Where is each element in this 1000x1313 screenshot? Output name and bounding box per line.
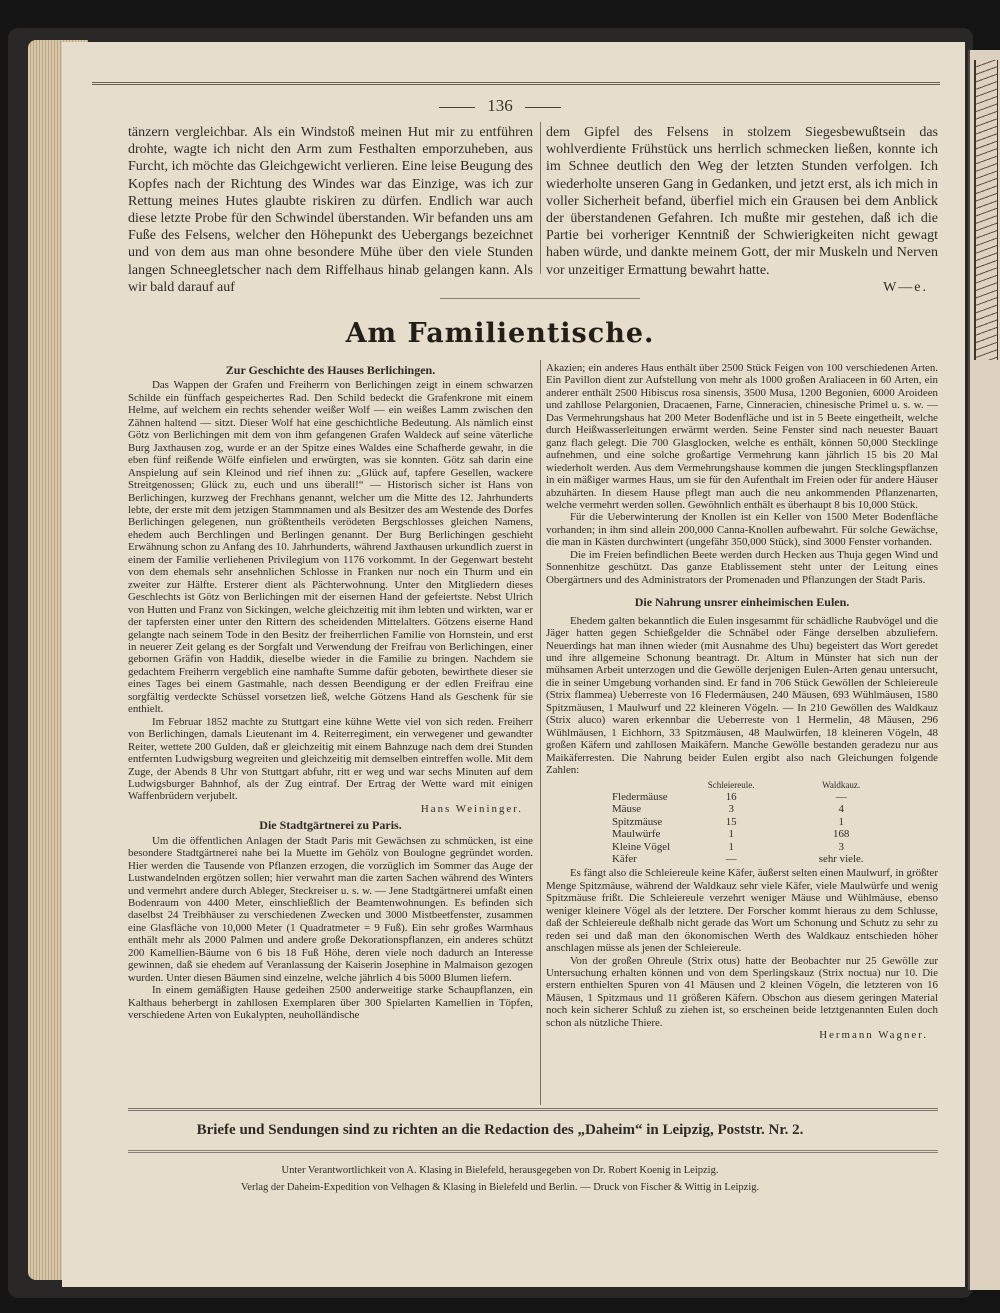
table-row: Spitzmäuse 15 1 [612, 815, 844, 828]
paragraph: Es fängt also die Schleiereule keine Käfer, äußerst selten einen Maulwurf, in größter Menge Spitzmäuse, während der Waldkauz sehr viele Käfer, viele Maulwürfe und wenig Spitzmäuse frißt. Die Schleiereule verzehrt weniger Mäuse und Wühlmäuse, ebenso weniger kleinere Vögel als der letztere. Der Forscher kommt hieraus zu dem Schlusse, daß der Schleiereule deßhalb nicht gerade das Wort um Schonung und Schutz zu sehr zu reden sei und daß man den ökonomischen Werth des Waldkauz entschieden höher anschlagen müsse als jenen der Schleiereule. [546, 867, 938, 955]
section-title: Am Familientische. [345, 318, 655, 349]
paragraph: Die im Freien befindlichen Beete werden durch Hecken aus Thuja gegen Wind und Sonnenhitze geschützt. Das ganze Etablissement steht unter der Leitung eines Obergärtners und des Administrators der Promenaden und Pflanzungen der Stadt Paris. [546, 548, 938, 586]
left-column [128, 362, 533, 1102]
divider [440, 298, 640, 299]
top-border-rule [92, 82, 940, 85]
top-right-column [546, 124, 938, 296]
author-signature: W—e. [883, 279, 928, 295]
divider [128, 1108, 938, 1111]
paragraph: In einem gemäßigten Hause gedeihen 2500 anderweitige starke Schaupflanzen, ein Kalthaus beherbergt in zahllosen Exemplaren über 300 Spielarten Kamellien in Töpfen, verschiedene Arten von Eukalypten, neuholländische [128, 984, 533, 1022]
article-title: Zur Geschichte des Hauses Berlichingen. [225, 363, 436, 377]
right-column [546, 362, 938, 1107]
article-author: Hans Weininger. [420, 802, 523, 815]
owl-diet-table: Schleiereule. Waldkauz. Fledermäuse 16 — Mäuse 3 4 Spitzmäuse 15 1 Maulwürfe 1 168 Kleine Vögel 1 3 Käfer — sehr viele. [606, 779, 896, 866]
body-text: dem Gipfel des Felsens in stolzem Siegesbewußtsein das wohlverdiente Frühstück uns herrlich schmecken ließen, konnte ich im Schnee deutlich den Weg der letzten Stunden verfolgen. Ich wiederholte unseren Gang in Gedanken, und jetzt erst, als ich mich in voller Sicherheit befand, überfiel mich ein Grausen bei dem Anblick der überstandenen Gefahren. Ich mußte mir gestehen, daß ich die Partie bei vorheriger Kenntniß der Schwierigkeiten nicht gewagt haben würde, und dankte meinem Gott, der mir Muskeln und Nerven vor unzeitiger Ermattung bewahrt hatte. [546, 125, 938, 278]
article-title: Die Nahrung unsrer einheimischen Eulen. [634, 595, 850, 610]
article-author: Hermann Wagner. [819, 1029, 928, 1042]
paragraph: Für die Ueberwinterung der Knollen ist ein Keller von 1500 Meter Bodenfläche vorhanden; in ihm sind allein 200,000 Canna-Knollen aufbewahrt. Für solche Gewächse, die man in Kästen durchwintert (ungefähr 350,000 Stück), sind 3000 Fenster vorhanden. [546, 511, 938, 549]
body-text: tänzern vergleichbar. Als ein Windstoß meinen Hut mir zu entführen drohte, wagte ich nicht den Arm zum Festhalten emporzuheben, aus Furcht, ich möchte das Gleichgewicht verlieren. Eine leise Beugung des Kopfes nach der Richtung des Windes war das Einzige, was ich zur Rettung meines Hutes glaubte riskiren zu dürfen. Endlich war auch diese letzte Probe für den Schwindel überstanden. Wir befanden uns am Fuße des Felsens, welcher den Höhepunkt des Uebergangs bezeichnet und von dem aus man ohne besondere Mühe über den viele Stunden langen Schneegletscher nach dem Riffelhaus hinab gelangen kann. Als wir bald darauf auf [128, 125, 533, 295]
imprint: Unter Verantwortlichkeit von A. Klasing in Bielefeld, herausgegeben von Dr. Robert Koenig in Leipzig. Verlag der Daheim-Expedition von Velhagen & Klasing in Bielefeld und Berlin. — Druck von Fischer & Wittig in Leipzig. [240, 1165, 760, 1193]
top-left-column [128, 124, 533, 296]
column-divider [540, 360, 541, 1105]
adjacent-page [968, 50, 1000, 1290]
paragraph: Von der großen Ohreule (Strix otus) hatte der Beobachter nur 25 Gewölle zur Untersuchung erhalten können und von dem Sperlingskauz (Strix noctua) nur 10. Die erstern enthielten Spuren von 41 Mäusen und 2 kleinen Vögeln, die letzteren von 16 Mäusen, 1 Spitzmaus und 11 größeren Käfern. Obschon aus diesem geringen Material noch kein sicherer Schluß zu ziehen ist, so erscheinen beide letztgenannten Eulen doch schon als nützliche Thiere. [546, 954, 938, 1029]
table-row: Mäuse 3 4 [612, 803, 844, 816]
column-divider [540, 122, 541, 274]
editorial-notice: Briefe und Sendungen sind zu richten an die Redaction des „Daheim“ in Leipzig, Poststr. Nr. 2. [196, 1122, 804, 1138]
paragraph: Das Wappen der Grafen und Freiherrn von Berlichingen zeigt in einem schwarzen Schilde ein fünffach gespeichertes Rad. Den Schild bedeckt die Grafenkrone mit einem Helme, auf welchem ein rechts sehender weißer Wolf — ein weißes Lamm zwischen den Zähnen haltend — sitzt. Dieser Wolf hat eine geschichtliche Bedeutung. Als nämlich einst Götz von Berlichingen mit dem von ihm gefangenen Grafen Waldeck auf seine väterliche Burg Jaxthausen zog, wurde er an der Spitze eines Waldes eine Schafherde gewahr, in die eben fünf reißende Wölfe einfielen und erwürgten, was sie konnten. Götz sah darin eine Anspielung auf sein Kleinod und rief ihnen zu: „Glück auf, tapfere Gesellen, wackere Streitgenossen; Glück zu, euch und uns überall!“ — Historisch sicher ist Hans von Berlichingen, kurzweg der Frechhans genannt, welcher um die Mitte des 12. Jahrhunderts lebte, der erste mit dem jetzigen Stammnamen und als Besitzer des am Westende des Dorfes Berlichingen gelegenen, nun größtentheils verödeten Bergschlosses gleichen Namens, ehedem auch Berchlingen und Berlingen genannt. Der Burg Berlichingen geschieht Erwähnung schon zu Anfang des 10. Jahrhunderts, während Jaxthausen urkundlich zuerst in einem der Familie verliehenen Privilegium von 1176 vorkommt. In der Gegenwart besteht von dem ehemals sehr ansehnlichen Schlosse in Franken nur noch ein Thurm und ein zweiter zur Hälfte. Ersterer dient als Pächterwohnung. Unter den Mitgliedern dieses Geschlechts ist Götz von Berlichingen mit der eisernen Hand der gefeiertste. Nebst Ulrich von Hutten und Franz von Sickingen, welche gleichzeitig mit ihm lebten und wirkten, war er der tapfersten einer unter den Rittern des scheidenden Mittelalters. Götzens eiserne Hand gelangte nach seinem Tode in den Besitz der freiherrlichen Familie von Hornstein, und erst in neuerer Zeit gelang es der Sorgfalt und Verwendung der Freifrau von Berlichingen, einer gebornen Gräfin von Haddik, dieselbe wieder in die Familie zu bringen. Nachdem sie gedachtem Freiherrn vergeblich eine namhafte Summe dafür geboten, bewirthete dieser sie eines Tages bei einem Gastmahle, nach dessen Beendigung er der edlen Freifrau eine sorgfältig verdeckte Schüssel vorsetzen ließ, welche Götzens Hand als Geschenk für sie enthielt. [128, 379, 533, 716]
article-title: Die Stadtgärtnerei zu Paris. [259, 818, 402, 833]
page-number: 136 [0, 96, 1000, 116]
table-row: Kleine Vögel 1 3 [612, 840, 844, 853]
divider [128, 1150, 938, 1153]
table-row: Käfer — sehr viele. [612, 852, 864, 865]
paragraph: Im Februar 1852 machte zu Stuttgart eine kühne Wette viel von sich reden. Freiherr von Berlichingen, damals Lieutenant im 4. Reiterregiment, ein verwegener und gewandter Reiter, wettete 200 Gulden, daß er gleichzeitig mit einem Bahnzuge nach dem drei Stunden entfernten Ludwigsburg wegreiten und gleichzeitig mit demselben eintreffen wolle. Mit dem Zuge, der Abends 8 Uhr von Stuttgart abfuhr, ritt er weg und war sechs Minuten auf dem Ludwigsburger Bahnhof, als der Zug eintraf. Der Ertrag der Wette ward mit einigen Waffenbrüdern verjubelt. [128, 715, 533, 803]
paragraph: Akazien; ein anderes Haus enthält über 2500 Stück Feigen von 100 verschiedenen Arten. Ein Pavillon dient zur Aufstellung von mehr als 1000 großen Araliaceen in 60 Arten, ein anderer enthält 2500 Hibiscus rosa sinensis, 3500 Musa, 1200 Begonien, 6000 Aroideen und zahllose Pelargonien, Dracaenen, Farne, Cinneracien, chinesische Primel u. s. w. — Das Vermehrungshaus hat 200 Meter Bodenfläche und ist in 5 Beete eingetheilt, welche durch Heißwasserleitungen erwärmt werden. Seine Fenster sind nach neuester Bauart ganz flach gelegt. Die 700 Glasglocken, welche es enthält, können 50,000 Stecklinge aufnehmen, und eine solche großartige Vermehrung kann jährlich 15 bis 20 Mal wiederholt werden. Aus dem Vermehrungshause kommen die jungen Stecklingspflanzen in ein mäßiger warmes Haus, um sie für den Aufenthalt im Freien oder für andere Häuser abzuhärten. In diesem Hause pflegt man auch die neu ankommenden Pflanzenarten, welche vermehrt werden sollen. Gewöhnlich enthält es überhaupt 8 bis 10,000 Stück. [546, 362, 938, 511]
paragraph: Um die öffentlichen Anlagen der Stadt Paris mit Gewächsen zu schmücken, ist eine besondere Stadtgärtnerei nahe bei la Muette im Gehölz von Boulogne gegründet worden. Hier werden die Tausende von Pflanzen erzogen, die vorzüglich im Sommer das Auge der Lustwandelnden ergötzen sollen; hier verwahrt man die zarten Sachen während des Winters und vermehrt andere durch Ableger, Steckreiser u. s. w. — Jene Stadtgärtnerei umfaßt einen Bodenraum von 4400 Meter, einschließlich der Beamtenwohnungen. Es befinden sich daselbst 24 Treibhäuser zu verschiedenen Zwecken und 3000 Mistbeetfenster, zusammen eine Glasfläche von 10,000 Meter (1 Quadratmeter = 9 Fuß). Ein sehr großes Warmhaus enthält mehr als 2000 Palmen und andere große Dekorationspflanzen, ein anderes schützt 200 Kamellien-Bäume von 6 bis 18 Fuß Höhe, deren viele noch dadurch an Interesse gewinnen, daß sie ehedem auf Veranlassung der Kaiserin Josephine in Malmaison gezogen wurden. Unter diesen Bäumen sind einzelne, welche jährlich 4 bis 5000 Blumen liefern. [128, 834, 533, 984]
paragraph: Ehedem galten bekanntlich die Eulen insgesammt für schädliche Raubvögel und die Jäger hatten gegen Schießgelder die Schnäbel oder Fänge derselben abzuliefern. Neuerdings hat man ihnen wieder (mit Ausnahme des Uhu) begeistert das Wort geredet und ihre allgemeine Schonung beantragt. Dr. Altum in Münster hat sich nun der mühsamen Arbeit unterzogen und die Gewölle derjenigen Eulen-Arten genau untersucht, die in seiner Umgebung vorhanden sind. Er fand in 706 Stück Gewöllen der Schleiereule (Strix flammea) Ueberreste von 16 Fledermäusen, 240 Mäusen, 693 Wühlmäusen, 1580 Spitzmäusen, 1 Maulwurf und 22 kleineren Vögeln. — In 210 Gewöllen des Waldkauz (Strix aluco) waren erkennbar die Ueberreste von 1 Hermelin, 48 Mäusen, 296 Wühlmäusen, 1 Eichhorn, 33 Spitzmäusen, 48 Maulwürfen, 18 kleineren Vögeln, 48 großen Käfern und zahllosen Maikäfern. Manche Gewölle bestanden geradezu nur aus Maikäferresten. Die Nahrung beider Eulen ergibt also nach Gleichungen folgende Zahlen: [546, 614, 938, 777]
table-row: Maulwürfe 1 168 [612, 828, 850, 841]
table-row: Fledermäuse 16 — [612, 790, 847, 803]
